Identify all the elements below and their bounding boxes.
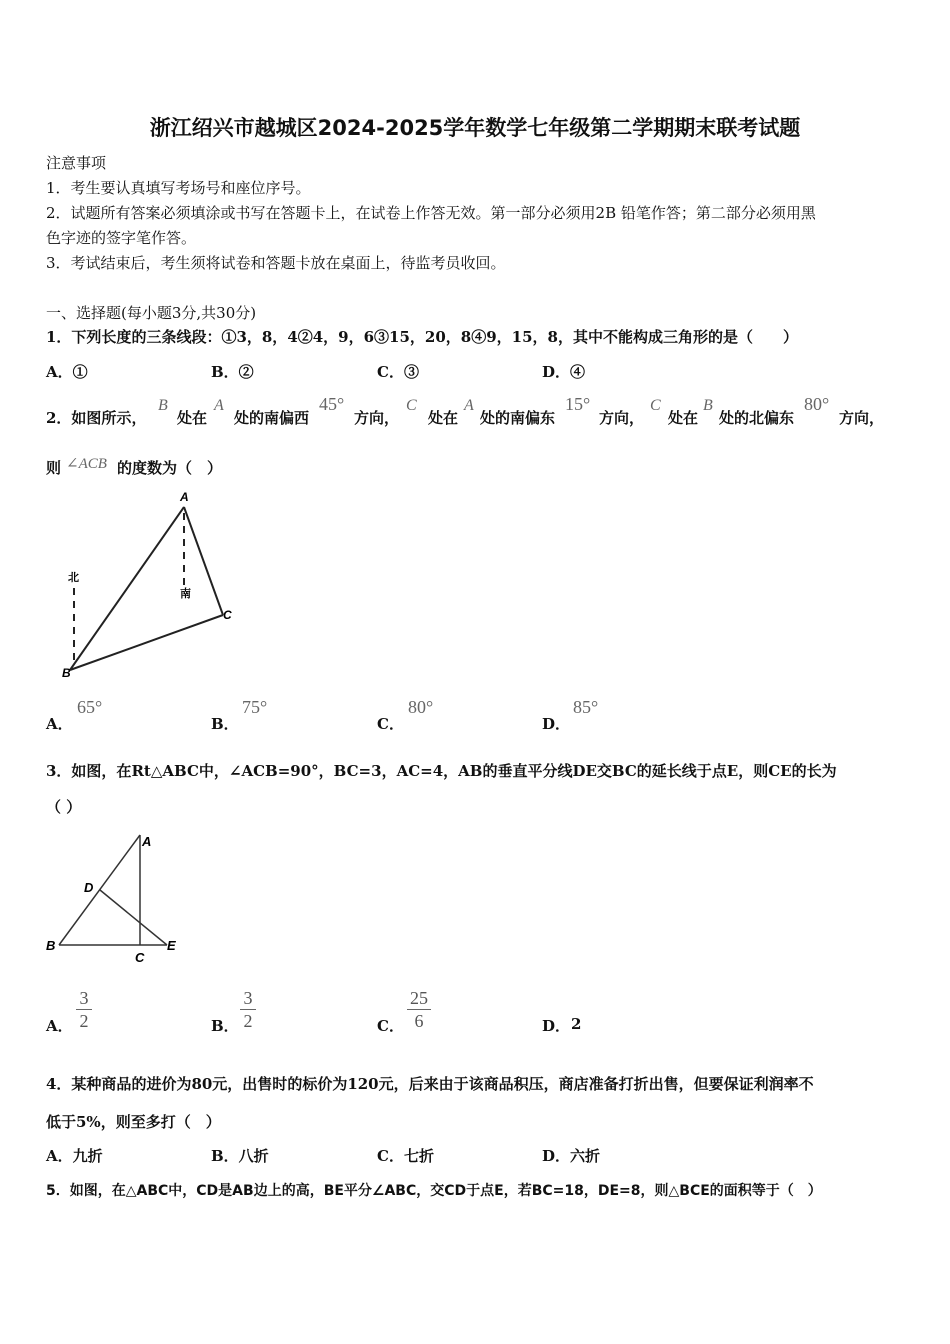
fraction-denominator: 2 xyxy=(79,1011,89,1031)
q3-option-d-letter: D． xyxy=(542,1017,571,1035)
q3-option-a-fraction xyxy=(76,988,92,1031)
q2-text-3: 方向， xyxy=(354,409,400,427)
fraction-denominator: 2 xyxy=(243,1011,253,1031)
notice-heading: 注意事项 xyxy=(46,154,107,172)
q4-option-b: B．八折 xyxy=(211,1147,269,1165)
q2-angle-15: 15° xyxy=(565,394,591,414)
notice-item-3: 3．考试结束后，考生须将试卷和答题卡放在桌面上，待监考员收回。 xyxy=(46,254,506,272)
q2-option-c-letter: C． xyxy=(377,715,404,733)
point-b-label: B xyxy=(46,938,56,953)
q2-text-6: 方向， xyxy=(599,409,645,427)
q2-text-1: 处在 xyxy=(177,409,208,427)
question-3-line2: （ ） xyxy=(46,798,82,816)
q2-line2-post: 的度数为（ ） xyxy=(117,459,223,477)
segment-bc xyxy=(70,615,223,670)
q2-option-d-letter: D． xyxy=(542,715,571,733)
q2-text-9: 方向， xyxy=(839,409,885,427)
q3-option-b-letter: B． xyxy=(211,1017,239,1035)
q3-option-d-value: 2 xyxy=(571,1015,582,1033)
page-title: 浙江绍兴市越城区2024-2025学年数学七年级第二学期期末联考试题 xyxy=(149,116,801,140)
question-2-number: 2．如图所示， xyxy=(46,409,147,427)
q2-angle-80: 80° xyxy=(804,394,830,414)
q2-figure xyxy=(60,485,240,680)
segment-ba xyxy=(59,835,140,945)
point-a-label: A xyxy=(180,490,189,504)
q2-text-8: 处的北偏东 xyxy=(719,409,795,427)
q2-var-a: A xyxy=(214,397,224,414)
q2-text-7: 处在 xyxy=(668,409,699,427)
segment-ab xyxy=(70,507,184,670)
q3-option-a-letter: A． xyxy=(46,1017,73,1035)
fraction-numerator: 3 xyxy=(243,988,253,1008)
segment-de xyxy=(100,890,167,945)
fraction-denominator: 6 xyxy=(414,1011,424,1031)
q2-var-b2: B xyxy=(703,397,713,414)
point-c-label: C xyxy=(223,608,232,622)
q2-angle-acb: ∠ACB xyxy=(66,456,107,472)
q4-option-c: C．七折 xyxy=(377,1147,434,1165)
q3-option-c-letter: C． xyxy=(377,1017,404,1035)
q1-option-c: C．③ xyxy=(377,363,419,381)
q2-option-a-value: 65° xyxy=(77,697,103,717)
notice-item-2: 2．试题所有答案必须填涂或书写在答题卡上，在试卷上作答无效。第一部分必须用2B 铅笔作答；第二部分必须用黑 xyxy=(46,204,816,222)
q1-option-a: A．① xyxy=(46,363,88,381)
q3-option-b-fraction xyxy=(240,988,256,1031)
point-b-label: B xyxy=(62,666,71,680)
q3-figure xyxy=(44,830,184,965)
question-4-text: 4．某种商品的进价为80元，出售时的标价为120元，后来由于该商品积压，商店准备打折出售，但要保证利润率不 xyxy=(46,1075,814,1093)
question-1-text: 1．下列长度的三条线段：①3，8，4②4，9，6③15，20，8④9，15，8，其中不能构成三角形的是（ ） xyxy=(46,328,798,346)
q2-text-2: 处的南偏西 xyxy=(234,409,310,427)
point-e-label: E xyxy=(167,938,176,953)
q2-var-a2: A xyxy=(464,397,474,414)
q2-var-c2: C xyxy=(650,397,661,414)
q2-angle-45: 45° xyxy=(319,394,345,414)
q4-option-a: A．九折 xyxy=(46,1147,103,1165)
q2-option-a-letter: A． xyxy=(46,715,73,733)
section-heading: 一、选择题(每小题3分,共30分) xyxy=(46,304,257,322)
fraction-numerator: 25 xyxy=(410,988,428,1008)
south-label: 南 xyxy=(180,588,191,600)
point-a-label: A xyxy=(142,834,152,849)
q1-option-b: B．② xyxy=(211,363,254,381)
fraction-numerator: 3 xyxy=(79,988,89,1008)
q2-text-4: 处在 xyxy=(428,409,459,427)
q2-var-c: C xyxy=(406,397,417,414)
q2-text-5: 处的南偏东 xyxy=(480,409,556,427)
notice-item-2-cont: 色字迹的签字笔作答。 xyxy=(46,229,197,247)
point-d-label: D xyxy=(84,880,94,895)
question-4-line2: 低于5%，则至多打（ ） xyxy=(46,1113,221,1131)
point-c-label: C xyxy=(135,950,145,965)
q3-option-c-fraction xyxy=(407,988,431,1031)
notice-item-1: 1．考生要认真填写考场号和座位序号。 xyxy=(46,179,311,197)
q2-option-d-value: 85° xyxy=(573,697,599,717)
q2-line2-pre: 则 xyxy=(46,459,62,477)
q2-option-b-value: 75° xyxy=(242,697,268,717)
question-5-text: 5．如图，在△ABC中，CD是AB边上的高，BE平分∠ABC，交CD于点E，若BC=18，DE=8，则△BCE的面积等于（ ） xyxy=(46,1183,822,1199)
q2-option-c-value: 80° xyxy=(408,697,434,717)
question-3-text: 3．如图，在Rt△ABC中，∠ACB=90°，BC=3，AC=4，AB的垂直平分线DE交BC的延长线于点E，则CE的长为 xyxy=(46,762,837,780)
q2-var-b: B xyxy=(158,397,168,414)
north-label: 北 xyxy=(68,572,79,584)
q2-option-b-letter: B． xyxy=(211,715,239,733)
q4-option-d: D．六折 xyxy=(542,1147,601,1165)
q1-option-d: D．④ xyxy=(542,363,586,381)
